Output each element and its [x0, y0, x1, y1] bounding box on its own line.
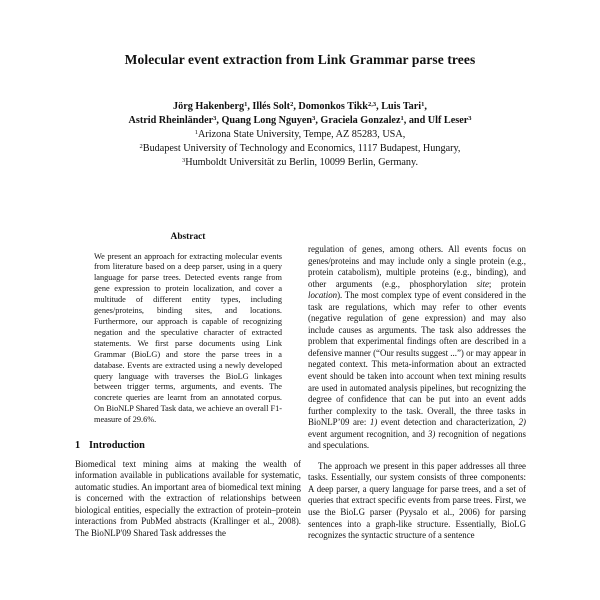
author-line-1 [60, 100, 540, 114]
affiliation-mark: 3 [181, 157, 186, 164]
author-name: Graciela Gonzalez [320, 115, 401, 126]
author-name: Astrid Rheinländer [128, 115, 214, 126]
text-run: recognition of negations and speculations. [308, 428, 526, 451]
text-run-italic: location [308, 290, 338, 301]
affiliation-text: Arizona State University, Tempe, AZ 85283, USA, [198, 129, 406, 140]
right-paragraph-2: The approach we present in this paper addresses all three tasks. Essentially, our system consists of three components: A deep parser, a query language for parse trees, and a set of queries that extract specific events from parse trees. First, we use the BioLG parser (Pyysalo et al., 2006) for parsing sentences into a graph-like structure. Essentially, BioLG recognizes the syntactic structure of a sentence [308, 460, 526, 541]
author-affiliation-mark: 1 [400, 115, 404, 122]
affiliation-text: Humboldt Universität zu Berlin, 10099 Berlin, Germany. [185, 157, 418, 168]
abstract-heading: Abstract [170, 232, 206, 242]
author-separator: , [293, 101, 299, 112]
paper-title: Molecular event extraction from Link Grammar parse trees [124, 52, 476, 67]
right-paragraph-1 [308, 244, 526, 452]
author-affiliation-mark: 1 [244, 101, 248, 108]
author-separator: , and [403, 115, 428, 126]
right-column [308, 244, 526, 542]
author-affiliation-mark: 2 [290, 101, 294, 108]
author-name: Illés Solt [252, 101, 291, 112]
author-name: Luis Tari [381, 101, 422, 112]
author-affiliation-mark: 3 [468, 115, 472, 122]
author-name: Jörg Hakenberg [173, 101, 245, 112]
text-run-italic: 2) [518, 417, 526, 428]
author-block [60, 100, 540, 170]
author-name: Quang Long Nguyen [221, 115, 313, 126]
author-separator: , [424, 101, 427, 112]
author-separator: , [376, 101, 382, 112]
section-number: 1 [75, 440, 81, 452]
abstract-body: We present an approach for extracting molecular events from literature based on a deep parser, using in a query language for parse trees. Detected events range from gene expression to protein localization, and cover a multitude of different entity types, including genes/proteins, binding sites, and locations. Furthermore, our approach is capable of recognizing negation and the speculative character of extracted statements. We first parse documents using Link Grammar (BioLG) and store the parse trees in a database. Events are extracted using a newly developed query language with traverses the BioLG linkages between trigger terms, arguments, and events. The concrete queries are learnt from an annotated corpus. On BioNLP Shared Task data, we achieve an overall F1-measure of 29.6%. [94, 251, 282, 425]
author-affiliation-mark: 3 [213, 115, 217, 122]
author-separator: , [315, 115, 321, 126]
affiliation-mark: 1 [194, 129, 198, 136]
author-name: Domonkos Tikk [298, 101, 368, 112]
introduction-paragraph: Biomedical text mining aims at making the wealth of information available in publications available for systematic, automatic studies. An important area of biomedical text mining is concerned with the extraction of relationships between biological entities, especially the extraction of protein–protein interactions from PubMed abstracts (Krallinger et al., 2008). The BioNLP'09 Shared Task addresses the [75, 458, 301, 538]
left-column [75, 232, 301, 539]
text-run: event detection and characterization, [377, 417, 519, 428]
text-run-italic: site [476, 278, 489, 289]
author-separator: , [247, 101, 253, 112]
author-separator: , [216, 115, 222, 126]
author-name: Ulf Leser [427, 115, 469, 126]
text-run: event argument recognition, and [308, 428, 428, 439]
introduction-heading [75, 440, 301, 452]
text-run: ). The most complex type of event considered in the task are regulations, which may refer to other events (negative regulation of gene expression) and may also include causes as arguments. The task also addresses the problem that experimental findings often are described in a defensive manner (“Our results suggest ...”) or may appear in negated context. This meta-information about an extracted event should be taken into account when text mining results are used in automated analysis pipelines, but recognizing the degree of confidence that can be put into an event adds further complexity to the task. Overall, the three tasks in BioNLP’09 are: [308, 290, 526, 428]
affiliation-line [60, 128, 540, 142]
section-title: Introduction [89, 440, 145, 452]
text-run: regulation of genes, among others. All events focus on genes/proteins and may include only a single protein (e.g., protein catabolism), multiple proteins (e.g., binding), and other arguments (e.g., phosphorylation [308, 244, 526, 289]
author-line-2 [60, 114, 540, 128]
text-run-italic: 1) [369, 417, 378, 428]
text-run-italic: 3) [427, 428, 436, 439]
text-run: ; protein [488, 278, 526, 289]
affiliation-mark: 2 [139, 143, 143, 150]
affiliation-line [60, 156, 540, 170]
author-affiliation-mark: 2,3 [367, 101, 377, 108]
author-affiliation-mark: 3 [312, 115, 316, 122]
author-affiliation-mark: 1 [421, 101, 425, 108]
affiliation-text: Budapest University of Technology and Economics, 1117 Budapest, Hungary, [142, 143, 461, 154]
affiliation-line [60, 142, 540, 156]
